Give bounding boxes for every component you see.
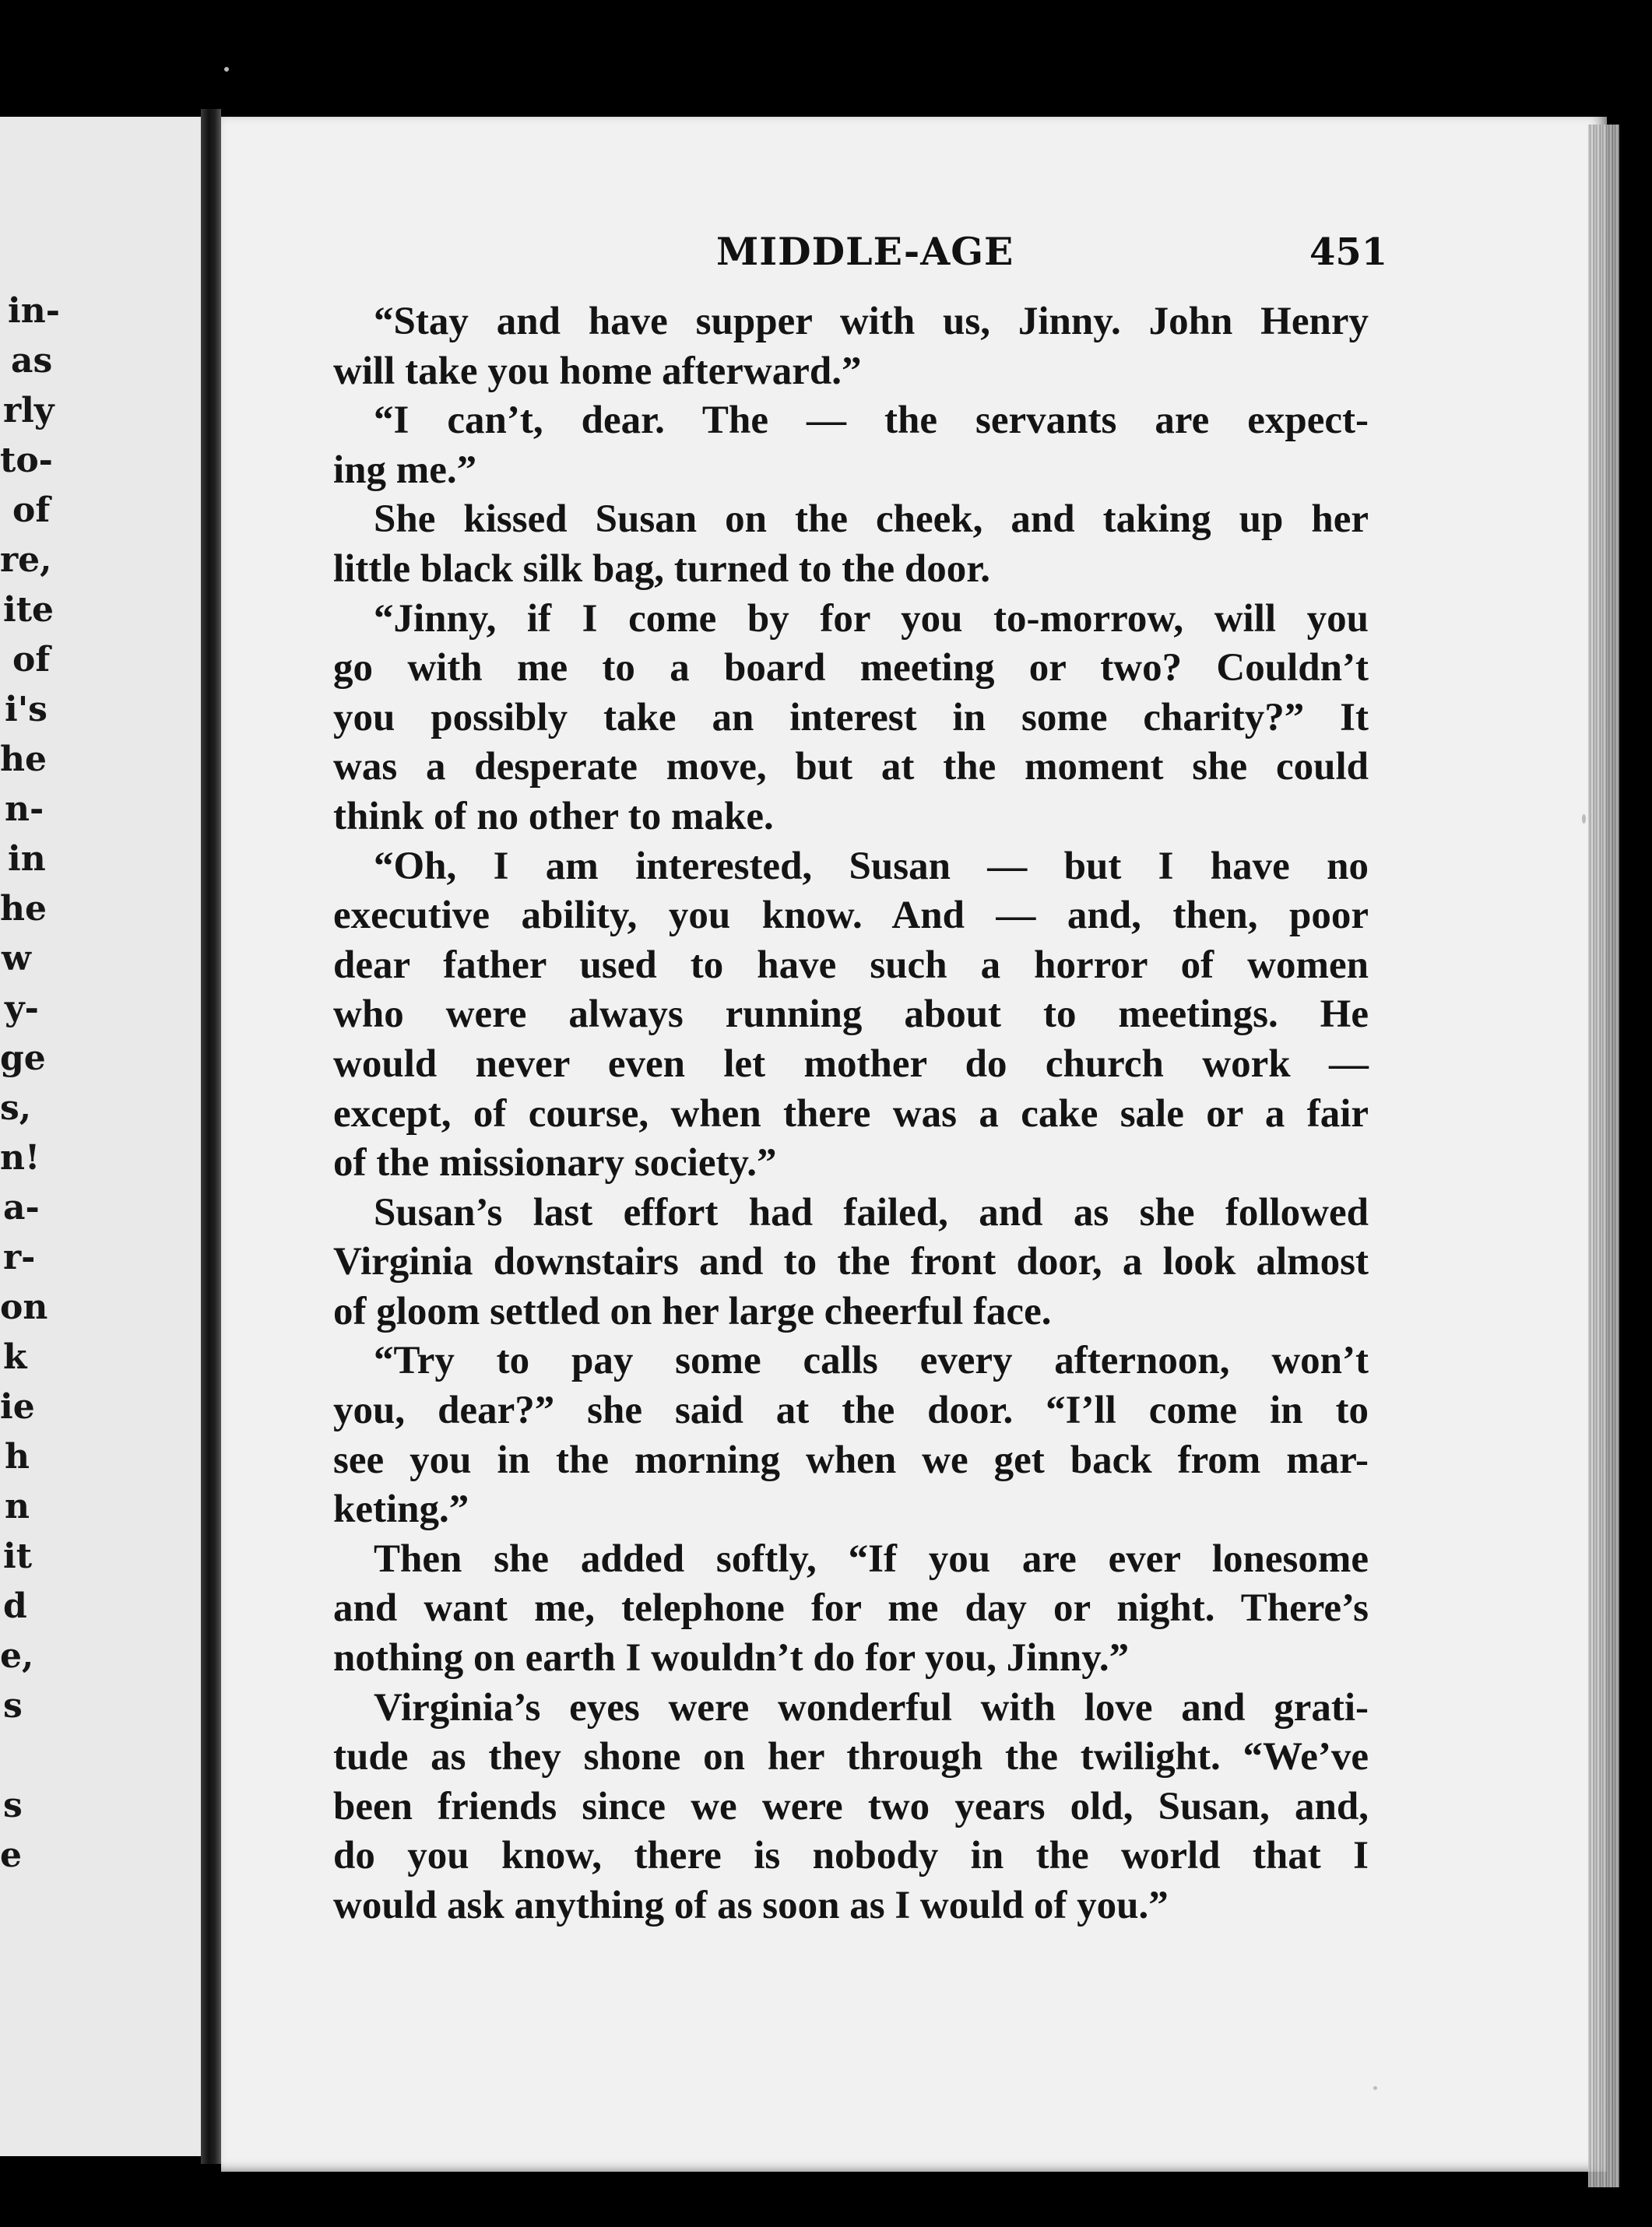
previous-page-fragment-text: re, bbox=[0, 540, 52, 580]
previous-page-fragment-text: s bbox=[3, 1686, 23, 1726]
previous-page-fragment-text: to- bbox=[0, 441, 53, 480]
previous-page-fragment-text: s, bbox=[0, 1088, 32, 1128]
previous-page-fragment-text: on bbox=[0, 1287, 48, 1327]
text-line: and want me, telephone for me day or night. There’s bbox=[333, 1586, 1369, 1631]
text-line: see you in the morning when we get back from mar- bbox=[333, 1438, 1369, 1482]
previous-page-fragment-text: i's bbox=[5, 690, 47, 729]
text-line: will take you home afterward.” bbox=[333, 349, 862, 393]
running-title: MIDDLE-AGE bbox=[716, 229, 1014, 274]
previous-page-fragment-text: r- bbox=[3, 1238, 36, 1277]
text-line: of gloom settled on her large cheerful face. bbox=[333, 1289, 1052, 1333]
text-line: would never even let mother do church work — bbox=[333, 1041, 1369, 1086]
previous-page-fragment-text: n! bbox=[0, 1138, 40, 1178]
page-edge-shadow bbox=[1588, 125, 1619, 2187]
text-line: Then she added softly, “If you are ever lonesome bbox=[374, 1537, 1369, 1581]
previous-page-fragment-text: a- bbox=[3, 1188, 40, 1228]
text-line: keting.” bbox=[333, 1488, 469, 1532]
text-line: executive ability, you know. And — and, then, poor bbox=[333, 894, 1369, 938]
text-line: was a desperate move, but at the moment she could bbox=[333, 745, 1369, 789]
text-line: She kissed Susan on the cheek, and taking up her bbox=[374, 497, 1369, 542]
previous-page-fragment-text: as bbox=[11, 341, 53, 381]
text-line: you possibly take an interest in some charity?” It bbox=[333, 695, 1369, 739]
text-line: “Jinny, if I come by for you to-morrow, will you bbox=[374, 596, 1369, 641]
text-line: think of no other to make. bbox=[333, 794, 774, 838]
scan-speck bbox=[224, 67, 229, 72]
text-line: “Oh, I am interested, Susan — but I have no bbox=[374, 844, 1369, 888]
previous-page-fragment-text: it bbox=[3, 1537, 33, 1576]
previous-page-fragment-text: w bbox=[2, 939, 31, 978]
text-line: who were always running about to meetings. He bbox=[333, 992, 1369, 1037]
previous-page-fragment-text: ite bbox=[3, 590, 54, 630]
text-line: Virginia’s eyes were wonderful with love and grati- bbox=[374, 1685, 1369, 1730]
previous-page-fragment-text: he bbox=[0, 889, 47, 929]
previous-page-fragment-text: rly bbox=[3, 391, 54, 430]
running-head bbox=[0, 229, 1652, 276]
text-line: nothing on earth I wouldn’t do for you, Jinny.” bbox=[333, 1636, 1130, 1681]
book-gutter bbox=[201, 109, 221, 2164]
text-line: except, of course, when there was a cake sale or a fair bbox=[333, 1091, 1369, 1136]
page-number: 451 bbox=[1309, 230, 1388, 274]
text-line: do you know, there is nobody in the world that I bbox=[333, 1834, 1369, 1878]
previous-page-fragment-text: of bbox=[12, 490, 51, 530]
text-line: go with me to a board meeting or two? Couldn’t bbox=[333, 646, 1369, 690]
text-line: would ask anything of as soon as I would of you.” bbox=[333, 1884, 1169, 1927]
previous-page-fragment-text: he bbox=[0, 739, 47, 779]
text-line: “Stay and have supper with us, Jinny. John Henry bbox=[374, 300, 1369, 343]
previous-page-fragment-text: of bbox=[12, 640, 51, 680]
previous-page-fragment-text: n bbox=[5, 1487, 30, 1526]
previous-page-fragment-text: in- bbox=[8, 291, 60, 331]
text-line: “Try to pay some calls every afternoon, won’t bbox=[374, 1339, 1369, 1383]
scan-speck bbox=[1582, 814, 1586, 824]
text-line: little black silk bag, turned to the door. bbox=[333, 546, 990, 591]
scan-speck bbox=[1373, 2086, 1377, 2090]
text-line: you, dear?” she said at the door. “I’ll come in to bbox=[333, 1389, 1369, 1433]
text-line: Susan’s last effort had failed, and as she followed bbox=[374, 1190, 1369, 1235]
previous-page-fragment-text: ge bbox=[0, 1038, 46, 1078]
text-line: dear father used to have such a horror of women bbox=[333, 943, 1369, 987]
previous-page-fragment bbox=[0, 117, 201, 2156]
previous-page-fragment-text: in bbox=[8, 839, 46, 879]
text-line: of the missionary society.” bbox=[333, 1141, 777, 1186]
previous-page-fragment-text: e, bbox=[0, 1636, 34, 1676]
text-line: ing me.” bbox=[333, 448, 477, 492]
previous-page-fragment-text: ie bbox=[0, 1387, 35, 1427]
previous-page-fragment-text: e bbox=[0, 1835, 22, 1875]
text-line: been friends since we were two years old, Susan, and, bbox=[333, 1784, 1369, 1828]
body-text bbox=[333, 297, 1369, 1931]
previous-page-fragment-text: s bbox=[3, 1786, 23, 1825]
previous-page-fragment-text: h bbox=[5, 1437, 30, 1477]
previous-page-fragment-text: k bbox=[3, 1337, 27, 1377]
text-line: tude as they shone on her through the twilight. “We’ve bbox=[333, 1735, 1369, 1779]
previous-page-fragment-text: y- bbox=[5, 989, 39, 1028]
text-line: Virginia downstairs and to the front door, a look almost bbox=[333, 1240, 1369, 1284]
previous-page-fragment-text: n- bbox=[5, 789, 44, 829]
text-line: “I can’t, dear. The — the servants are expect- bbox=[374, 399, 1369, 443]
previous-page-fragment-text: d bbox=[3, 1586, 27, 1626]
